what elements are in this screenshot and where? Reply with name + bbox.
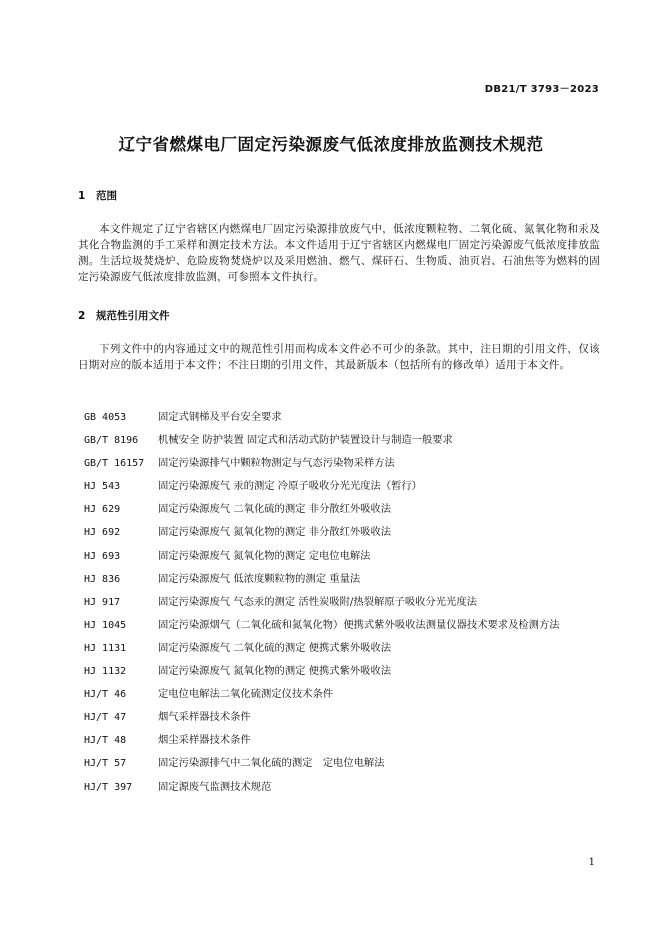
- reference-code: HJ 917: [84, 596, 121, 608]
- section-1-number: 1: [78, 190, 86, 202]
- reference-code: HJ 692: [84, 527, 121, 539]
- reference-item: [84, 410, 600, 425]
- reference-title: 固定污染源废气 二氧化硫的测定 非分散红外吸收法: [158, 503, 392, 516]
- page-number: 1: [588, 857, 595, 868]
- reference-item: [84, 595, 600, 610]
- reference-code: HJ 836: [84, 573, 121, 585]
- reference-title: 固定源废气监测技术规范: [158, 780, 272, 793]
- reference-code: HJ/T 397: [84, 781, 133, 793]
- reference-item: [84, 710, 600, 725]
- reference-title: 固定污染源排气中颗粒物测定与气态污染物采样方法: [158, 457, 395, 470]
- reference-code: HJ/T 47: [84, 712, 127, 724]
- reference-item: [84, 549, 600, 564]
- reference-item: [84, 618, 600, 633]
- reference-title: 固定污染源废气 氮氧化物的测定 定电位电解法: [158, 549, 371, 562]
- reference-title: 固定污染源废气 氮氧化物的测定 非分散红外吸收法: [158, 526, 392, 539]
- reference-code: HJ 1132: [84, 666, 127, 678]
- reference-item: [84, 780, 600, 795]
- section-2-title: 规范性引用文件: [96, 310, 170, 322]
- reference-title: 固定污染源废气 气态汞的测定 活性炭吸附/热裂解原子吸收分光光度法: [158, 595, 477, 608]
- reference-item: [84, 664, 600, 679]
- section-2-heading: [78, 308, 170, 323]
- normative-references-list: [84, 410, 600, 803]
- reference-item: [84, 433, 600, 448]
- reference-title: 固定污染源废气 氮氧化物的测定 便携式紫外吸收法: [158, 665, 392, 678]
- section-1-heading: [78, 188, 117, 203]
- reference-title: 烟尘采样器技术条件: [158, 734, 251, 747]
- reference-code: GB 4053: [84, 412, 127, 423]
- reference-item: [84, 479, 600, 494]
- reference-item: [84, 502, 600, 517]
- standard-code: DB21/T 3793－2023: [484, 84, 599, 95]
- reference-title: 固定污染源排气中二氧化硫的测定 定电位电解法: [158, 757, 385, 770]
- reference-title: 定电位电解法二氧化硫测定仪技术条件: [158, 688, 334, 701]
- reference-code: HJ/T 48: [84, 735, 127, 747]
- section-2-paragraph: 下列文件中的内容通过文中的规范性引用而构成本文件必不可少的条款。其中，注日期的引用文件，仅该日期对应的版本适用于本文件；不注日期的引用文件，其最新版本（包括所有的修改单）适用于本文件。: [78, 343, 600, 371]
- reference-code: HJ/T 57: [84, 758, 127, 770]
- section-1-paragraph: 本文件规定了辽宁省辖区内燃煤电厂固定污染源排放废气中，低浓度颗粒物、二氧化硫、氮氧化物和汞及其化合物监测的手工采样和测定技术方法。本文件适用于辽宁省辖区内燃煤电厂固定污染源废气低浓度排放监测。生活垃圾焚烧炉、危险废物焚烧炉以及采用燃油、燃气、煤矸石、生物质、油页岩、石油焦等为燃料的固定污染源废气低浓度排放监测，可参照本文件执行。: [78, 223, 600, 283]
- document-title: 辽宁省燃煤电厂固定污染源废气低浓度排放监测技术规范: [118, 135, 544, 154]
- section-1-title: 范围: [96, 190, 117, 202]
- reference-title: 固定污染源废气 低浓度颗粒物的测定 重量法: [158, 572, 361, 585]
- reference-item: [84, 456, 600, 471]
- reference-item: [84, 756, 600, 771]
- reference-item: [84, 687, 600, 702]
- reference-item: [84, 641, 600, 656]
- section-2-number: 2: [78, 310, 86, 322]
- reference-title: 固定式钢梯及平台安全要求: [158, 411, 282, 423]
- reference-title: 机械安全 防护装置 固定式和活动式防护装置设计与制造一般要求: [158, 434, 453, 447]
- reference-code: GB/T 8196: [84, 435, 139, 447]
- reference-item: [84, 572, 600, 587]
- reference-item: [84, 525, 600, 540]
- reference-code: HJ 629: [84, 504, 121, 516]
- reference-title: 固定污染源废气 二氧化硫的测定 便携式紫外吸收法: [158, 641, 392, 654]
- reference-code: HJ 1131: [84, 642, 127, 654]
- reference-title: 烟气采样器技术条件: [158, 711, 251, 724]
- reference-code: HJ 543: [84, 481, 121, 493]
- reference-code: HJ 1045: [84, 619, 127, 631]
- reference-code: GB/T 16157: [84, 458, 145, 470]
- reference-item: [84, 733, 600, 748]
- reference-title: 固定污染源烟气（二氧化硫和氮氧化物）便携式紫外吸收法测量仪器技术要求及检测方法: [158, 618, 560, 631]
- reference-title: 固定污染源废气 汞的测定 冷原子吸收分光光度法（暂行）: [158, 480, 422, 493]
- reference-code: HJ 693: [84, 550, 121, 562]
- reference-code: HJ/T 46: [84, 689, 127, 701]
